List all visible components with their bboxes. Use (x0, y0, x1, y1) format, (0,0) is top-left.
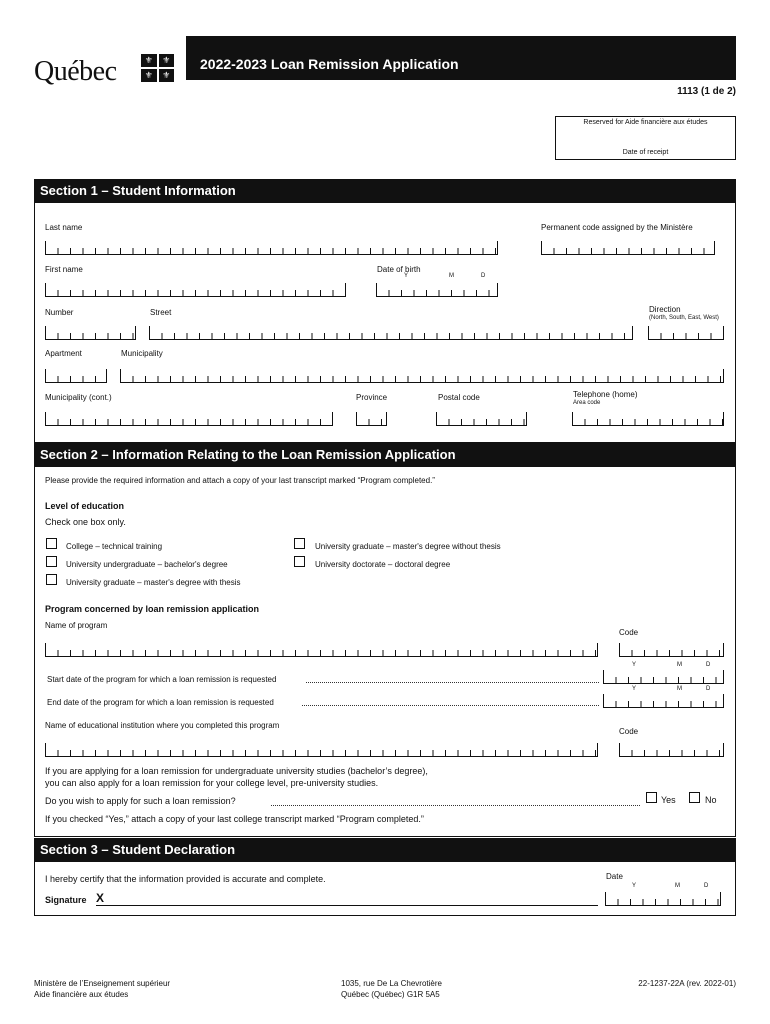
municipality-cont-label: Municipality (cont.) (45, 393, 112, 402)
direction-label: Direction (649, 305, 681, 314)
program-heading: Program concerned by loan remission application (45, 604, 260, 614)
undergrad-note-line-1: If you are applying for a loan remission for undergraduate university studies (bachelor’s degree), (45, 766, 428, 776)
level-heading: Level of education (45, 501, 125, 511)
dob-d: D (481, 273, 486, 279)
telephone-label: Telephone (home) (573, 390, 638, 399)
postal-code-label: Postal code (438, 393, 480, 402)
area-code-label: Area code (573, 400, 601, 406)
province-field[interactable] (356, 412, 387, 426)
footer-address (341, 978, 442, 1000)
end-d: D (706, 686, 711, 692)
reserved-label: Reserved for Aide financière aux études (583, 119, 708, 126)
start-date-field[interactable] (603, 670, 724, 684)
doctorate-checkbox[interactable] (294, 556, 305, 567)
decl-m: M (675, 883, 680, 889)
postal-code-field[interactable] (436, 412, 527, 426)
municipality-field[interactable] (120, 369, 724, 383)
yes-checkbox[interactable] (646, 792, 657, 803)
last-name-label: Last name (45, 223, 83, 232)
name-of-program-label: Name of program (45, 621, 108, 630)
direction-field[interactable] (648, 326, 724, 340)
college-checkbox[interactable] (46, 538, 57, 549)
province-label: Province (356, 393, 388, 402)
start-date-leader (306, 682, 599, 683)
no-checkbox[interactable] (689, 792, 700, 803)
last-name-field[interactable] (45, 241, 498, 255)
doctorate-option-label: University doctorate – doctoral degree (315, 560, 451, 569)
signature-label: Signature (45, 895, 87, 905)
section-2-header: Section 2 – Information Relating to the Loan Remission Application (34, 443, 736, 467)
reserved-box (555, 116, 736, 160)
no-label: No (705, 795, 717, 805)
end-date-label: End date of the program for which a loan remission is requested (47, 698, 274, 707)
form-number: 1113 (1 de 2) (677, 86, 736, 97)
street-field[interactable] (149, 326, 633, 340)
section-3-box (34, 862, 736, 916)
masters-thesis-checkbox[interactable] (46, 574, 57, 585)
signature-mark: X (96, 891, 105, 905)
footer-revision: 22-1237-22A (rev. 2022-01) (638, 979, 736, 988)
date-of-receipt-label: Date of receipt (622, 149, 669, 156)
first-name-label: First name (45, 265, 83, 274)
institution-code-label: Code (619, 727, 639, 736)
start-m: M (677, 662, 682, 668)
start-date-label: Start date of the program for which a loan remission is requested (47, 675, 277, 684)
date-of-birth-field[interactable] (376, 283, 498, 297)
dob-y: Y (404, 273, 409, 279)
date-of-birth-label: Date of birth (377, 265, 421, 274)
municipality-label: Municipality (121, 349, 163, 358)
college-option-label: College – technical training (66, 542, 163, 551)
end-y: Y (632, 686, 637, 692)
form-title: 2022-2023 Loan Remission Application (186, 36, 736, 80)
municipality-cont-field[interactable] (45, 412, 333, 426)
start-y: Y (632, 662, 637, 668)
decl-y: Y (632, 883, 637, 889)
certify-text: I hereby certify that the information provided is accurate and complete. (45, 874, 326, 884)
footer-ministry-line-1: Ministère de l’Enseignement supérieur (34, 979, 171, 988)
start-d: D (706, 662, 711, 668)
telephone-field[interactable] (572, 412, 724, 426)
check-one-text: Check one box only. (45, 517, 126, 527)
undergrad-checkbox[interactable] (46, 556, 57, 567)
dob-m: M (449, 273, 454, 279)
first-name-field[interactable] (45, 283, 346, 297)
footer-address-line-1: 1035, rue De La Chevrotière (341, 979, 442, 988)
declaration-date-field[interactable] (605, 892, 721, 906)
question-leader (271, 805, 640, 806)
permanent-code-field[interactable] (541, 241, 715, 255)
decl-d: D (704, 883, 709, 889)
footer-ministry-line-2: Aide financière aux études (34, 990, 129, 999)
institution-name-field[interactable] (45, 743, 598, 757)
undergrad-option-label: University undergraduate – bachelor's degree (66, 560, 228, 569)
yes-note: If you checked “Yes,” attach a copy of your last college transcript marked “Program completed.” (45, 814, 424, 824)
section-3-header: Section 3 – Student Declaration (34, 838, 736, 862)
direction-hint: (North, South, East, West) (649, 315, 719, 321)
declaration-date-label: Date (606, 872, 623, 881)
institution-code-field[interactable] (619, 743, 724, 757)
number-label: Number (45, 308, 74, 317)
loan-remission-question: Do you wish to apply for such a loan remission? (45, 796, 236, 806)
masters-thesis-option-label: University graduate – master's degree with thesis (66, 578, 241, 587)
institution-label: Name of educational institution where you completed this program (45, 721, 280, 730)
street-label: Street (150, 308, 172, 317)
footer-ministry (34, 978, 170, 1000)
apartment-field[interactable] (45, 369, 107, 383)
permanent-code-label: Permanent code assigned by the Ministère (541, 223, 693, 232)
end-m: M (677, 686, 682, 692)
instructions-text: Please provide the required information and attach a copy of your last transcript marked “Program completed.” (45, 476, 435, 485)
quebec-logo: Québec (34, 56, 117, 87)
apartment-label: Apartment (45, 349, 82, 358)
masters-no-thesis-checkbox[interactable] (294, 538, 305, 549)
section-1-header: Section 1 – Student Information (34, 179, 736, 203)
program-name-field[interactable] (45, 643, 598, 657)
undergrad-note-line-2: you can also apply for a loan remission for your college level, pre-university studies. (45, 778, 379, 788)
program-code-field[interactable] (619, 643, 724, 657)
yes-label: Yes (661, 795, 676, 805)
end-date-field[interactable] (603, 694, 724, 708)
signature-field[interactable] (96, 905, 598, 906)
footer-address-line-2: Québec (Québec) G1R 5A5 (341, 990, 440, 999)
program-code-label: Code (619, 628, 639, 637)
section-1-box (34, 203, 736, 443)
fleur-de-lis-icon: ⚜ ⚜ ⚜ ⚜ (141, 54, 174, 82)
masters-no-thesis-option-label: University graduate – master's degree without thesis (315, 542, 501, 551)
end-date-leader (302, 705, 599, 706)
number-field[interactable] (45, 326, 136, 340)
